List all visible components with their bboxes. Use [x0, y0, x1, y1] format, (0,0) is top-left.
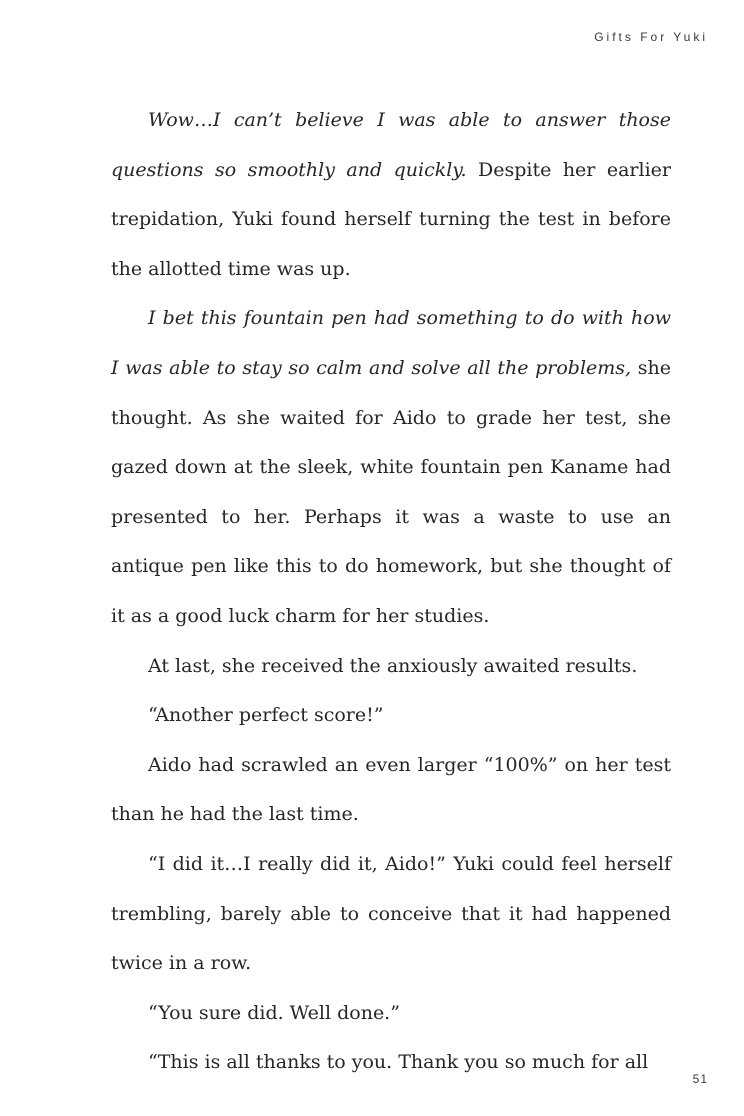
- body-text: [111, 96, 671, 1088]
- paragraph: [111, 1038, 671, 1088]
- paragraph-text: “Another perfect score!”: [148, 704, 384, 727]
- italic-thought: Wow…I can’t believe I was able to answer those questions so smoothly and quickly.: [111, 109, 671, 181]
- paragraph: [111, 840, 671, 989]
- italic-thought: I bet this fountain pen had something to do with how I was able to stay so calm and solve all the problems,: [111, 307, 671, 379]
- paragraph-text: “This is all thanks to you. Thank you so much for all: [148, 1051, 649, 1074]
- paragraph-text: “I did it…I really did it, Aido!” Yuki could feel herself trembling, barely able to conceive that it had happened twice in a row.: [111, 852, 671, 975]
- paragraph-text: At last, she received the anxiously awaited results.: [148, 654, 638, 677]
- paragraph: [111, 642, 671, 692]
- paragraph-text: she thought. As she waited for Aido to grade her test, she gazed down at the sleek, white fountain pen Kaname had presented to her. Perhaps it was a waste to use an antique pen like this to do homework, but she thought of it as a good luck charm for her studies.: [111, 356, 671, 627]
- paragraph: [111, 741, 671, 840]
- paragraph-text: Aido had scrawled an even larger “100%” on her test than he had the last time.: [111, 753, 671, 826]
- paragraph: [111, 96, 671, 294]
- paragraph-text: Despite her earlier trepidation, Yuki found herself turning the test in before the allotted time was up.: [111, 158, 671, 280]
- running-head: Gifts For Yuki: [594, 30, 708, 44]
- paragraph: [111, 989, 671, 1039]
- paragraph: [111, 294, 671, 641]
- paragraph-text: “You sure did. Well done.”: [148, 1001, 400, 1024]
- paragraph: [111, 691, 671, 741]
- page-number: 51: [692, 1072, 708, 1086]
